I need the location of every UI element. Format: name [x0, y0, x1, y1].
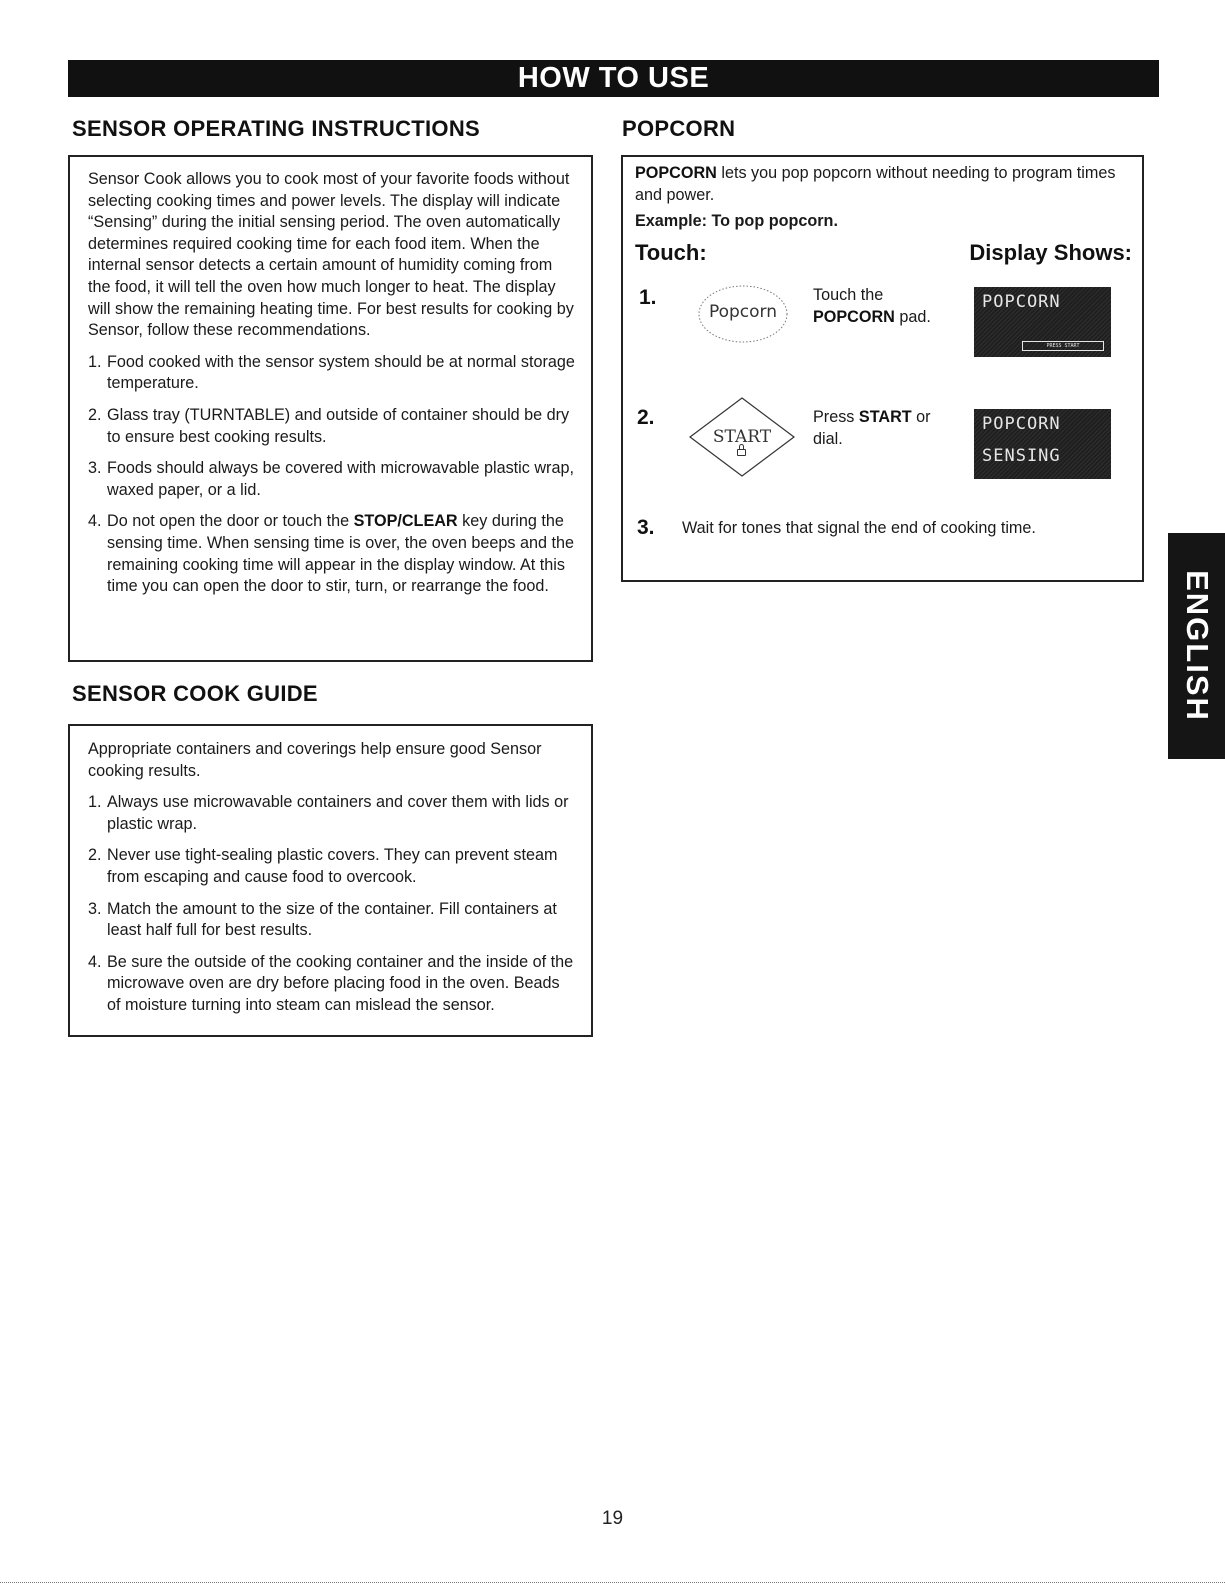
display-text: SENSING	[982, 446, 1061, 466]
display-screen-step-2	[974, 409, 1111, 479]
step-3-instruction: Wait for tones that signal the end of cooking time.	[682, 519, 1036, 537]
touch-heading: Touch:	[635, 240, 707, 265]
sensor-cook-guide-box	[68, 724, 593, 1037]
list-item: 4. Be sure the outside of the cooking container and the inside of the microwave oven are dry before placing food in the oven. Beads of moisture turning into steam can mislead the sensor.	[88, 952, 574, 1014]
step-number: 2.	[637, 406, 655, 429]
popcorn-box	[621, 155, 1144, 582]
section-title-popcorn: POPCORN	[622, 116, 736, 141]
start-diamond-icon[interactable]	[687, 395, 797, 479]
page-number: 19	[601, 1508, 624, 1529]
popcorn-pad-icon[interactable]	[693, 282, 793, 346]
list-item: 3. Foods should always be covered with microwavable plastic wrap, waxed paper, or a lid.	[88, 459, 574, 499]
list-item: 4. Do not open the door or touch the STOP/CLEAR key during the sensing time. When sensing time is over, the oven beeps and the remaining cooking time will appear in the display window. At this time you can open the door to stir, turn, or rearrange the food.	[88, 512, 575, 596]
section-title-sensor-cook-guide: SENSOR COOK GUIDE	[72, 681, 318, 706]
list-item: 3. Match the amount to the size of the container. Fill containers at least half full for best results.	[88, 899, 557, 940]
list-item: 1. Always use microwavable containers and cover them with lids or plastic wrap.	[88, 793, 569, 833]
bottom-divider	[0, 1582, 1225, 1583]
start-pad-label: START	[712, 427, 772, 447]
lock-icon	[737, 449, 746, 456]
lock-shackle	[739, 444, 744, 450]
display-screen-step-1	[974, 287, 1111, 357]
list-item: 1. Food cooked with the sensor system should be at normal storage temperature.	[88, 352, 575, 393]
language-tab	[1168, 533, 1225, 759]
sensor-guide-intro: Appropriate containers and coverings help ensure good Sensor cooking results.	[88, 740, 542, 780]
step-number: 3.	[637, 516, 655, 539]
display-prompt-bar: PRESS START	[1022, 341, 1104, 351]
sensor-operating-intro: Sensor Cook allows you to cook most of your favorite foods without selecting cooking times and power levels. The display will indicate “Sensing” during the initial sensing period. The oven automatically determines required cooking time for each food item. When the internal sensor detects a certain amount of humidity coming from the food, it will tell the oven how much longer to heat. The display will show the remaining heating time. For best results for cooking by Sensor, follow these recommendations.	[88, 170, 574, 340]
section-title-sensor-operating: SENSOR OPERATING INSTRUCTIONS	[72, 116, 480, 141]
display-text: POPCORN	[982, 292, 1061, 312]
list-item: 2. Glass tray (TURNTABLE) and outside of container should be dry to ensure best cooking results.	[88, 405, 570, 446]
sensor-operating-box	[68, 155, 593, 662]
popcorn-example: Example: To pop popcorn.	[635, 212, 838, 230]
popcorn-pad-label: Popcorn	[708, 302, 778, 322]
language-tab-label: ENGLISH	[1179, 570, 1215, 722]
page-banner: HOW TO USE	[68, 60, 1159, 97]
popcorn-intro: POPCORN lets you pop popcorn without needing to program times and power.	[635, 164, 1116, 204]
step-2-instruction: Press START or dial.	[813, 408, 931, 448]
sensor-operating-list	[88, 352, 577, 598]
display-shows-heading: Display Shows:	[969, 240, 1132, 265]
step-1-instruction: Touch the POPCORN pad.	[813, 286, 931, 326]
display-text: POPCORN	[982, 414, 1061, 434]
list-item: 2. Never use tight-sealing plastic covers. They can prevent steam from escaping and cause food to overcook.	[88, 846, 558, 886]
sensor-guide-list	[88, 792, 577, 1016]
step-number: 1.	[639, 286, 657, 309]
